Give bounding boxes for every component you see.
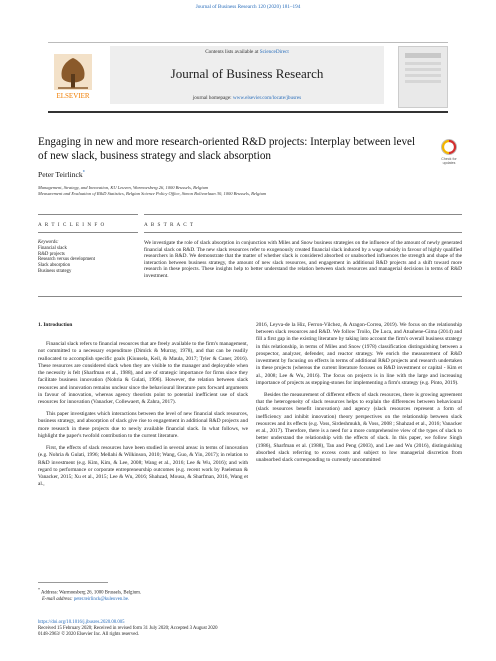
email-link[interactable]: peter.teirlinck@kuleuven.be. [73,596,130,602]
paragraph: Besides the measurement of different effects of slack resources, there is growing agreement that the heterogeneity of slack resources helps to explain the differences between behavioural (slack resources benefit innovation) and agency (slack resources represent a form of inefficiency and inhibit innovation) theory perspectives on the relationship between slack resources and its effects (e.g. Voss, Sirdeshmukh, & Voss, 2008 ; Shahzad et al., 2016; Vanacker et al., 2017). Therefore, there is a need for a more comprehensive view of the types of slack to better understand the relationship with the effects of slack. In this paper, we follow Singh (1986), Sharfman et al. (1988), Tan and Peng (2003), and Lee and Wu (2016), distinguishing absorbed slack referring to excess costs and subject to low managerial discretion from unabsorbed slack corresponding to currently uncommitted [256,391,462,463]
keyword: Slack absorption [38,263,71,269]
article-info-heading: A R T I C L E I N F O [38,222,106,228]
sciencedirect-link[interactable]: ScienceDirect [259,49,289,55]
keyword: Research versus development [38,257,96,263]
footnote-address: Address: Warmoesberg 26, 1000 Brussels, Belgium. [40,590,142,596]
paragraph: First, the effects of slack resources have been studied in several areas: in terms of innovation (e.g. Nohria & Gulati, 1996; Mellahi & Wilkinson, 2010; Wang, Guo, & Yin, 2017); in relation to R&D investment (e.g. Kim, Kim, & Lee, 2008; Wang et al., 2016; Lee & Wu, 2016); and with regard to performance or corporate entrepreneurship outcomes (e.g. recent work by Paeleman & Vanacker, 2015; Xu et al., 2015; Lee & Wu, 2016; Shahzad, Mousa, & Sharfman, 2016, Wang et al., [38,445,248,488]
contents-line: Contents lists available at ScienceDirect [205,49,289,55]
author-footnote-mark[interactable]: * [82,170,86,176]
divider [144,232,462,233]
paragraph: 2016, Leyva-de la Hiz, Ferron-Vilchez, & Aragon-Correa, 2019). We focus on the relationship between slack resources and R&D. We follow Troilo, De Luca, and Atuahene-Gima (2014) and fill a first gap in the existing literature by taking into account the firm's overall business strategy in this relationship, in terms of Miles and Snow (1978) classification distinguishing between a prospector, analyzer, defender, and reactor strategy. We enrich the measurement of R&D investment by focusing on effects in terms of additional R&D projects and research undertaken in these projects (whereas the current literature focuses on R&D investment or capital - Kim et al., 2008; Lee & Wu, 2016). The focus on projects is in line with the large and increasing importance of projects as stepping-stones for implementing a firm's strategy (e.g. Pinto, 2019). [256,322,462,386]
elsevier-logo [52,52,94,102]
keywords-heading: Keywords: [38,240,59,245]
body-right-column [256,322,462,464]
divider [38,296,462,297]
footnote [38,587,258,603]
paragraph: Financial slack refers to financial resources that are freely available to the firm's management, not committed to a necessary expenditure (Dimick & Murray, 1978), and that can be readily reallocated to accomplish specific goals (Kiuusela, Keil, & Maula, 2017; Tyler & Caner, 2016). These resources are considered slack when they are visible to the manager and deployable when the necessity is felt (Sharfman et al., 1988), and are of strategic importance for firms since they facilitate business innovation (Nohria & Gulati, 1996). However, the relation between slack resources and innovation remains unclear since the behavioural literature puts forward arguments in favour of innovation, whereas agency theorists point to potential inefficient use of slack resources for innovation (Vanacker, Collewaert, & Zahra, 2017). [38,341,248,405]
section-heading: 1. Introduction [38,322,73,328]
footnote-mark: * [38,587,40,592]
journal-cover-thumbnail [398,46,448,108]
journal-title: Journal of Business Research [170,66,324,81]
elsevier-wordmark: ELSEVIER [56,92,90,100]
doi-link[interactable]: https://doi.org/10.1016/j.jbusres.2020.08.005 [38,620,125,625]
keyword: Financial slack [38,245,67,251]
affiliation-2: Measurement and Evaluation of R&D Statistics, Belgian Science Policy Office, Simon Bolivarlaan 30, 1000 Brussels, Belgium [38,191,267,197]
article-title: Engaging in new and more research-oriented R&D projects: Interplay between level of new slack, business strategy and slack absorption [38,136,416,162]
publication-info [38,620,338,639]
keyword: Business strategy [38,268,72,274]
body-left-column [38,322,248,488]
footnote-divider [38,582,108,583]
abstract-heading: A B S T R A C T [144,222,195,228]
check-label-2: updates [442,161,456,165]
affiliations [38,185,458,197]
received-dates: Received 15 February 2020; Received in revised form 31 July 2020; Accepted 3 August 2020 [38,626,218,632]
keywords-block [38,240,138,275]
journal-citation[interactable]: Journal of Business Research 120 (2020) 181–194 [195,4,301,10]
divider [38,232,138,233]
author-name: Peter Teirlinck* [38,170,86,179]
keyword: R&D projects [38,251,65,257]
paragraph: This paper investigates which interactions between the level of new financial slack resources, business strategy, and absorption of slack give rise to engagement in additional R&D projects and more research in these projects due to newly available financial slack. In what follows, we highlight the paper's twofold contribution to the current literature. [38,411,248,439]
affiliation-1: Management, Strategy, and Innovation, KU Leuven, Warmoesberg 26, 1000 Brussels, Belgium [38,185,209,190]
divider [144,214,462,215]
abstract-text: We investigate the role of slack absorption in conjunction with Miles and Snow business strategies on the influence of the amount of newly generated financial slack on R&D. The new slack resources refer to exogenously created financial slack induced by a wage subsidy in favour of highly qualified researchers in R&D. We demonstrate that the matter of whether slack is considered absorbed or unabsorbed influences the strength and shape of the interaction between business strategy, the amount of new slack resources, and engagement in additional R&D projects and a shift toward more research in these projects. These insights help to better understand the relation between slack resources and managerial decisions in terms of R&D investment. [144,240,462,279]
email-label: E-mail address: [42,596,74,602]
check-label-1: Check for [441,157,457,161]
divider [38,214,138,215]
check-for-updates-icon[interactable] [436,138,462,166]
copyright: 0148-2963/ © 2020 Elsevier Inc. All rights reserved. [38,632,140,638]
homepage-link[interactable]: www.elsevier.com/locate/jbusres [232,95,302,101]
journal-homepage: journal homepage: www.elsevier.com/locate/jbusres [192,95,302,101]
